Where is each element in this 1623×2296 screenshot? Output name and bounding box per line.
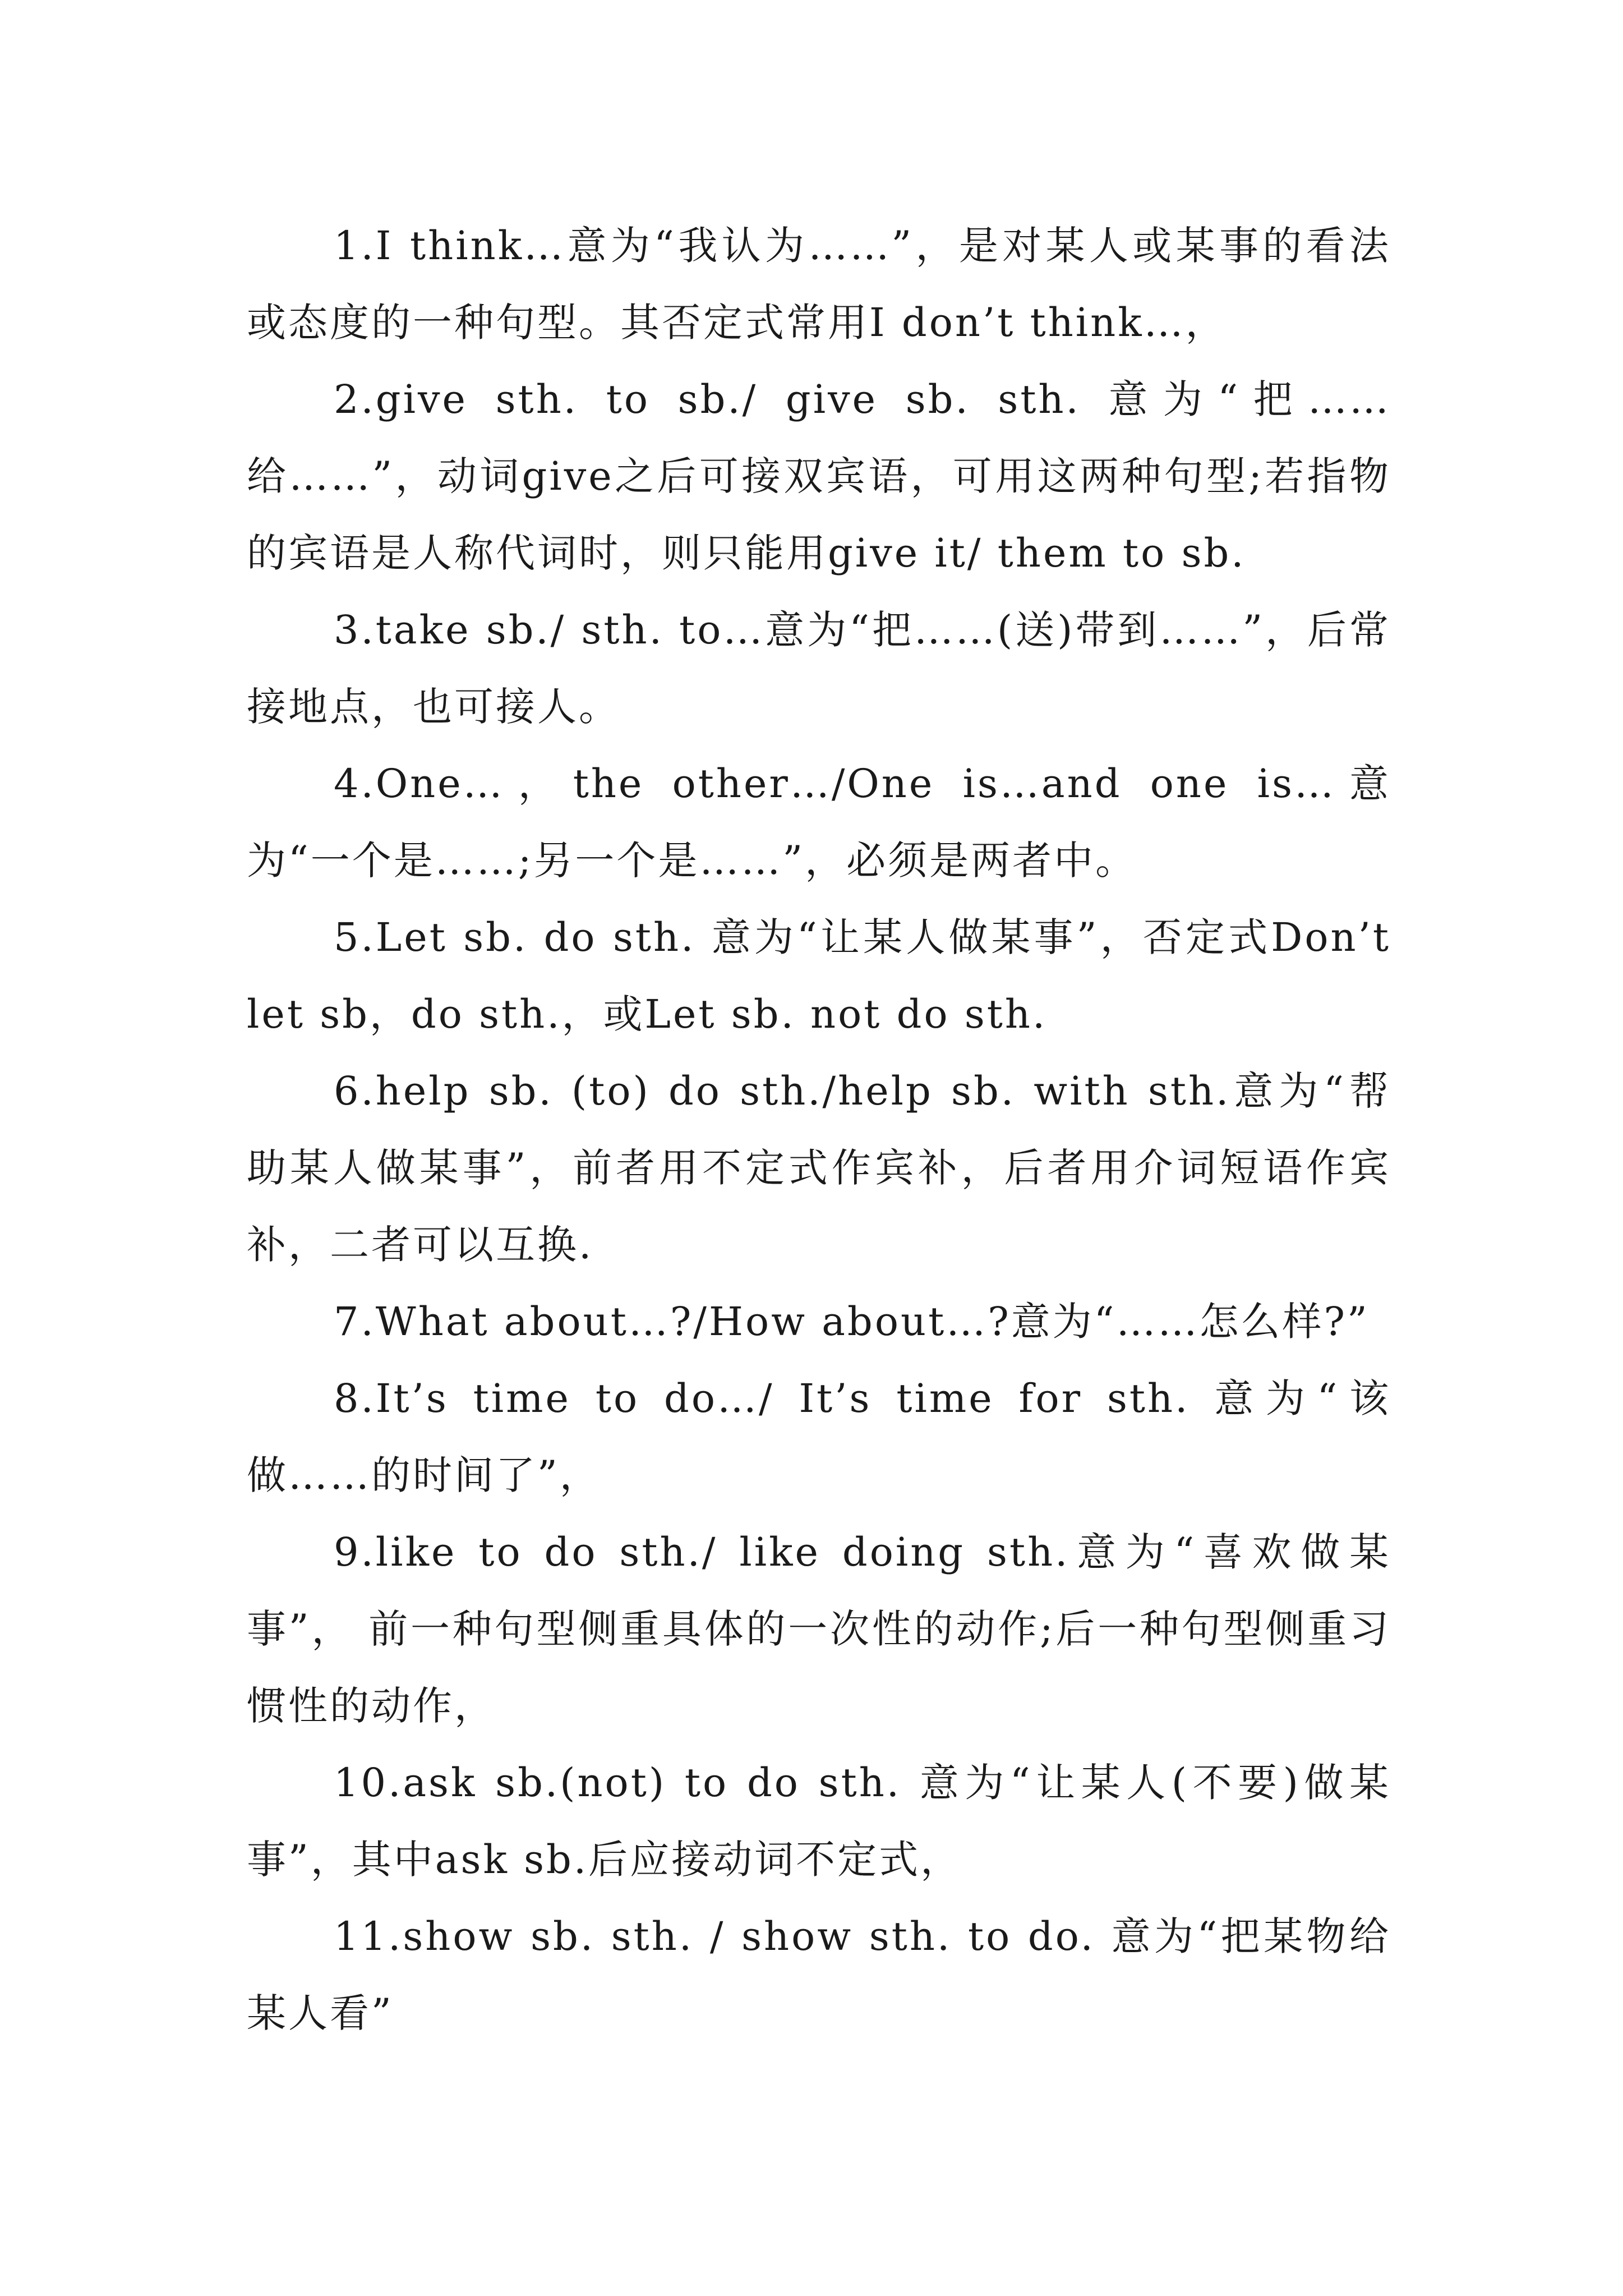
paragraph-6: 6.help sb. (to) do sth./help sb. with sth.意为“帮助某人做某事”，前者用不定式作宾补，后者用介词短语作宾补，二者可以互换. [247,1068,1391,1268]
paragraph-7: 7.What about…?/How about…?意为“……怎么样?” [334,1299,1370,1345]
paragraph-1: 1.I think…意为“我认为……”，是对某人或某事的看法或态度的一种句型。其否定式常用I don’t think…， [247,223,1391,346]
paragraph-11: 11.show sb. sth. / show sth. to do. 意为“把某物给某人看” [247,1913,1391,2036]
paragraph-8: 8.It’s time to do…/ It’s time for sth. 意为“该做……的时间了”， [247,1375,1391,1498]
paragraph-10: 10.ask sb.(not) to do sth. 意为“让某人(不要)做某事”，其中ask sb.后应接动词不定式， [247,1760,1391,1883]
paragraph-4: 4.One…，the other…/One is…and one is…意为“一个是……;另一个是……”，必须是两者中。 [247,761,1391,884]
document-body [247,208,1391,2052]
paragraph-3: 3.take sb./ sth. to…意为“把……(送)带到……”，后常接地点，也可接人。 [247,607,1391,730]
paragraph-2: 2.give sth. to sb./ give sb. sth. 意为“把……给……”，动词give之后可接双宾语，可用这两种句型;若指物的宾语是人称代词时，则只能用give it/ them to sb. [247,376,1391,576]
paragraph-5: 5.Let sb. do sth. 意为“让某人做某事”，否定式Don’t let sb，do sth.，或Let sb. not do sth. [247,914,1391,1037]
paragraph-9: 9.like to do sth./ like doing sth.意为“喜欢做某事”， 前一种句型侧重具体的一次性的动作;后一种句型侧重习惯性的动作， [247,1529,1391,1729]
